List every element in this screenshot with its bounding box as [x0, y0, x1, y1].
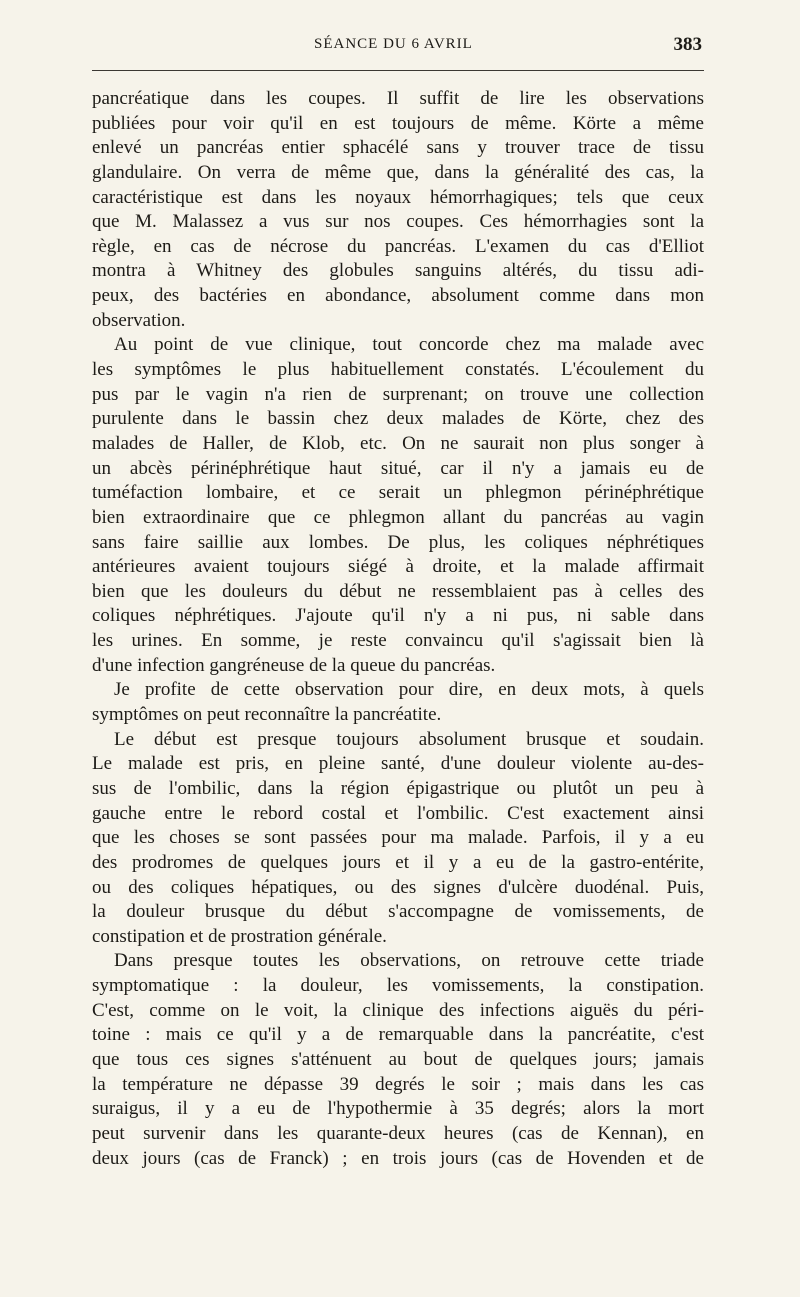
- text-line: peut survenir dans les quarante-deux heures (cas de Kennan), en: [92, 1122, 704, 1144]
- text-line: bien que les douleurs du début ne ressemblaient pas à celles des: [92, 580, 704, 602]
- text-line: purulente dans le bassin chez deux malades de Körte, chez des: [92, 408, 704, 430]
- text-line: ou des coliques hépatiques, ou des signes d'ulcère duodénal. Puis,: [92, 876, 704, 898]
- text-line: peux, des bactéries en abondance, absolument comme dans mon: [92, 285, 704, 307]
- text-line: enlevé un pancréas entier sphacélé sans y trouver trace de tissu: [92, 137, 704, 159]
- text-line: un abcès périnéphrétique haut situé, car il n'y a jamais eu de: [92, 457, 704, 479]
- text-line: la température ne dépasse 39 degrés le soir ; mais dans les cas: [92, 1073, 704, 1095]
- text-line: antérieures avaient toujours siégé à droite, et la malade affirmait: [92, 556, 704, 578]
- text-line: les urines. En somme, je reste convaincu qu'il s'agissait bien là: [92, 630, 704, 652]
- text-line: Le début est presque toujours absolument brusque et soudain.: [114, 728, 704, 750]
- text-line: montra à Whitney des globules sanguins altérés, du tissu adi-: [92, 260, 704, 282]
- running-title: SÉANCE DU 6 AVRIL: [314, 36, 473, 52]
- text-line: sans faire saillie aux lombes. De plus, les coliques néphrétiques: [92, 531, 704, 553]
- text-line: toine : mais ce qu'il y a de remarquable dans la pancréatite, c'est: [92, 1024, 704, 1046]
- text-line: malades de Haller, de Klob, etc. On ne saurait non plus songer à: [92, 432, 704, 454]
- text-line: C'est, comme on le voit, la clinique des infections aiguës du péri-: [92, 999, 704, 1021]
- text-line: bien extraordinaire que ce phlegmon allant du pancréas au vagin: [92, 506, 704, 528]
- text-line: Je profite de cette observation pour dire, en deux mots, à quels: [114, 679, 704, 701]
- page-number: 383: [673, 34, 702, 55]
- text-line: symptômes on peut reconnaître la pancréatite.: [92, 704, 442, 726]
- text-line: des prodromes de quelques jours et il y a eu de la gastro-entérite,: [92, 851, 704, 873]
- text-line: coliques néphrétiques. J'ajoute qu'il n'y a ni pus, ni sable dans: [92, 605, 704, 627]
- text-line: la douleur brusque du début s'accompagne de vomissements, de: [92, 901, 704, 923]
- text-line: constipation et de prostration générale.: [92, 925, 387, 947]
- text-line: sus de l'ombilic, dans la région épigastrique ou plutôt un peu à: [92, 777, 704, 799]
- text-line: Au point de vue clinique, tout concorde chez ma malade avec: [114, 334, 704, 356]
- text-line: que tous ces signes s'atténuent au bout de quelques jours; jamais: [92, 1048, 704, 1070]
- text-line: Dans presque toutes les observations, on retrouve cette triade: [114, 950, 704, 972]
- text-line: glandulaire. On verra de même que, dans la généralité des cas, la: [92, 161, 704, 183]
- text-line: deux jours (cas de Franck) ; en trois jours (cas de Hovenden et de: [92, 1147, 704, 1169]
- header-rule: [92, 70, 704, 71]
- text-line: tuméfaction lombaire, et ce serait un phlegmon périnéphrétique: [92, 482, 704, 504]
- text-line: pus par le vagin n'a rien de surprenant; on trouve une collection: [92, 383, 704, 405]
- text-line: Le malade est pris, en pleine santé, d'une douleur violente au-des-: [92, 753, 704, 775]
- text-line: observation.: [92, 309, 186, 331]
- text-line: publiées pour voir qu'il en est toujours de même. Körte a même: [92, 112, 704, 134]
- text-line: règle, en cas de nécrose du pancréas. L'examen du cas d'Elliot: [92, 235, 704, 257]
- text-line: les symptômes le plus habituellement constatés. L'écoulement du: [92, 359, 704, 381]
- text-line: symptomatique : la douleur, les vomissements, la constipation.: [92, 975, 704, 997]
- text-line: gauche entre le rebord costal et l'ombilic. C'est exactement ainsi: [92, 802, 704, 824]
- text-line: que les choses se sont passées pour ma malade. Parfois, il y a eu: [92, 827, 704, 849]
- body-text: [92, 87, 704, 1171]
- text-line: d'une infection gangréneuse de la queue du pancréas.: [92, 654, 496, 676]
- text-line: pancréatique dans les coupes. Il suffit de lire les observations: [92, 88, 704, 109]
- text-line: suraigus, il y a eu de l'hypothermie à 35 degrés; alors la mort: [92, 1098, 704, 1120]
- text-line: caractéristique est dans les noyaux hémorrhagiques; tels que ceux: [92, 186, 704, 208]
- text-line: que M. Malassez a vus sur nos coupes. Ces hémorrhagies sont la: [92, 211, 704, 233]
- running-header: [92, 34, 704, 58]
